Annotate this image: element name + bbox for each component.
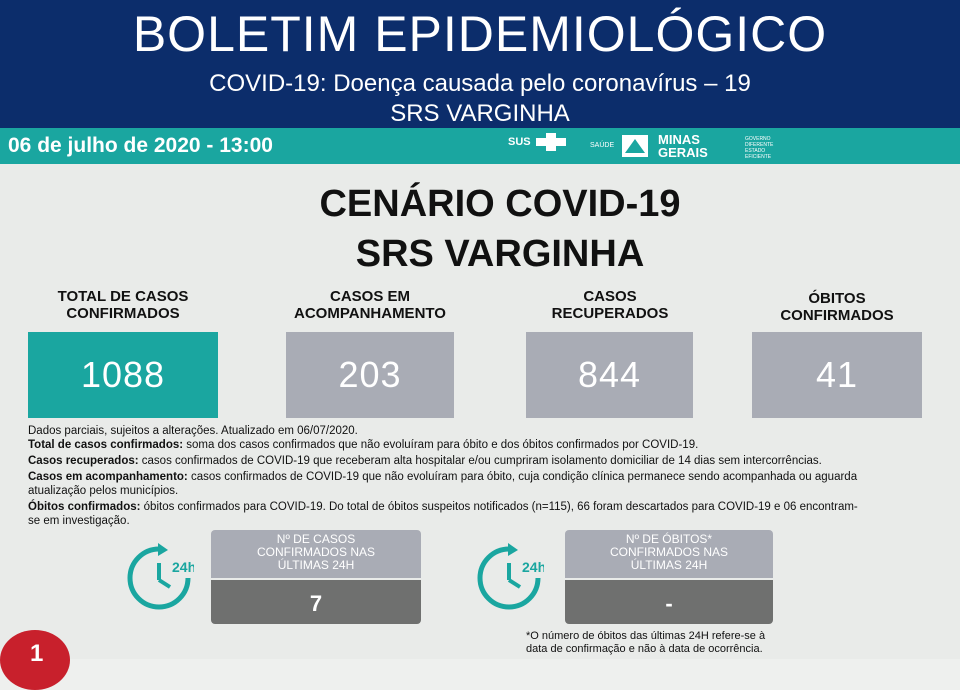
card-label-line: CONFIRMADOS — [66, 305, 180, 322]
panel-header-line: CONFIRMADOS NAS — [609, 545, 728, 559]
total-confirmed-value: 1088 — [28, 332, 218, 418]
note-monitoring — [28, 471, 933, 484]
clock-24h-icon — [124, 543, 194, 613]
note-label: Casos em acompanhamento: — [28, 471, 188, 483]
panel-header-line: CONFIRMADOS NAS — [256, 545, 375, 559]
note-deaths — [28, 501, 933, 514]
deaths-24h-header — [565, 530, 773, 578]
monitoring-value: 203 — [286, 332, 454, 418]
panel-header-line: ÚLTIMAS 24H — [277, 558, 355, 572]
card-label-line: CONFIRMADOS — [780, 307, 894, 324]
note-label: Casos recuperados: — [28, 455, 139, 467]
note-text: casos confirmados de COVID-19 que não evoluíram para óbito, cuja condição clínica permanece sendo acompanhada ou aguarda — [187, 471, 858, 483]
footnote-line: *O número de óbitos das últimas 24H refere-se à — [526, 630, 766, 642]
note-deaths-cont: se em investigação. — [28, 515, 130, 527]
card-label-total-confirmed — [28, 288, 218, 322]
header-banner — [0, 0, 960, 128]
cases-24h-header — [211, 530, 421, 578]
card-label-monitoring — [270, 288, 470, 322]
page-number-badge — [0, 630, 70, 690]
minas-gerais-logo-text: MINAS GERAIS — [658, 132, 708, 160]
panel-header-line: Nº DE CASOS — [276, 532, 356, 546]
date-bar — [0, 128, 960, 164]
government-slogan: GOVERNO DIFERENTE ESTADO EFICIENTE — [745, 136, 774, 160]
card-label-line: RECUPERADOS — [551, 305, 669, 322]
page-number: 1 — [30, 640, 44, 667]
card-label-line: CASOS — [583, 288, 637, 305]
clock-label: 24h — [172, 559, 194, 575]
note-partial: Dados parciais, sujeitos a alterações. Atualizado em 06/07/2020. — [28, 425, 358, 437]
note-recovered — [28, 455, 933, 468]
footnote — [526, 630, 826, 656]
card-label-line: CASOS EM — [329, 288, 410, 305]
bulletin-subtitle: COVID-19: Doença causada pelo coronavírus – 19 — [209, 70, 751, 97]
bulletin-title: BOLETIM EPIDEMIOLÓGICO — [132, 6, 828, 62]
deaths-value: 41 — [752, 332, 922, 418]
panel-header-line: Nº DE ÓBITOS* — [625, 532, 713, 546]
bulletin-date: 06 de julho de 2020 - 13:00 — [8, 134, 273, 157]
saude-label: SAÚDE — [590, 142, 615, 149]
clock-24h-icon — [474, 543, 544, 613]
note-label: Total de casos confirmados: — [28, 439, 184, 451]
recovered-value: 844 — [526, 332, 693, 418]
note-label: Óbitos confirmados: — [28, 501, 141, 513]
sus-cross-icon — [536, 133, 566, 151]
card-label-recovered — [525, 288, 695, 322]
note-text: soma dos casos confirmados que não evoluíram para óbito e dos óbitos confirmados por COVID-19. — [183, 439, 699, 451]
card-label-deaths — [752, 290, 922, 324]
card-label-line: TOTAL DE CASOS — [57, 288, 189, 305]
card-label-line: ÓBITOS — [808, 290, 866, 307]
note-text: óbitos confirmados para COVID-19. Do total de óbitos suspeitos notificados (n=115), 66 foram descartados para COVID-19 e 06 encontram- — [140, 501, 858, 513]
panel-header-line: ÚLTIMAS 24H — [630, 558, 708, 572]
sus-logo — [508, 136, 531, 148]
footnote-line: data de confirmação e não à data de ocorrência. — [526, 643, 763, 655]
sus-logo-text: SUS — [508, 136, 531, 148]
card-label-line: ACOMPANHAMENTO — [294, 305, 446, 322]
note-total — [28, 439, 933, 452]
bulletin-region: SRS VARGINHA — [390, 100, 570, 127]
deaths-24h-value: - — [565, 580, 773, 624]
scenario-title: CENÁRIO COVID-19 — [319, 183, 681, 225]
minas-gerais-logo-icon — [622, 135, 648, 157]
cases-24h-value: 7 — [211, 580, 421, 624]
clock-label: 24h — [522, 559, 544, 575]
note-monitoring-cont: atualização pelos municípios. — [28, 485, 179, 497]
scenario-region: SRS VARGINHA — [355, 233, 645, 275]
note-text: casos confirmados de COVID-19 que receberam alta hospitalar e/ou cumpriram isolamento domiciliar de 14 dias sem intercorrências. — [138, 455, 822, 467]
